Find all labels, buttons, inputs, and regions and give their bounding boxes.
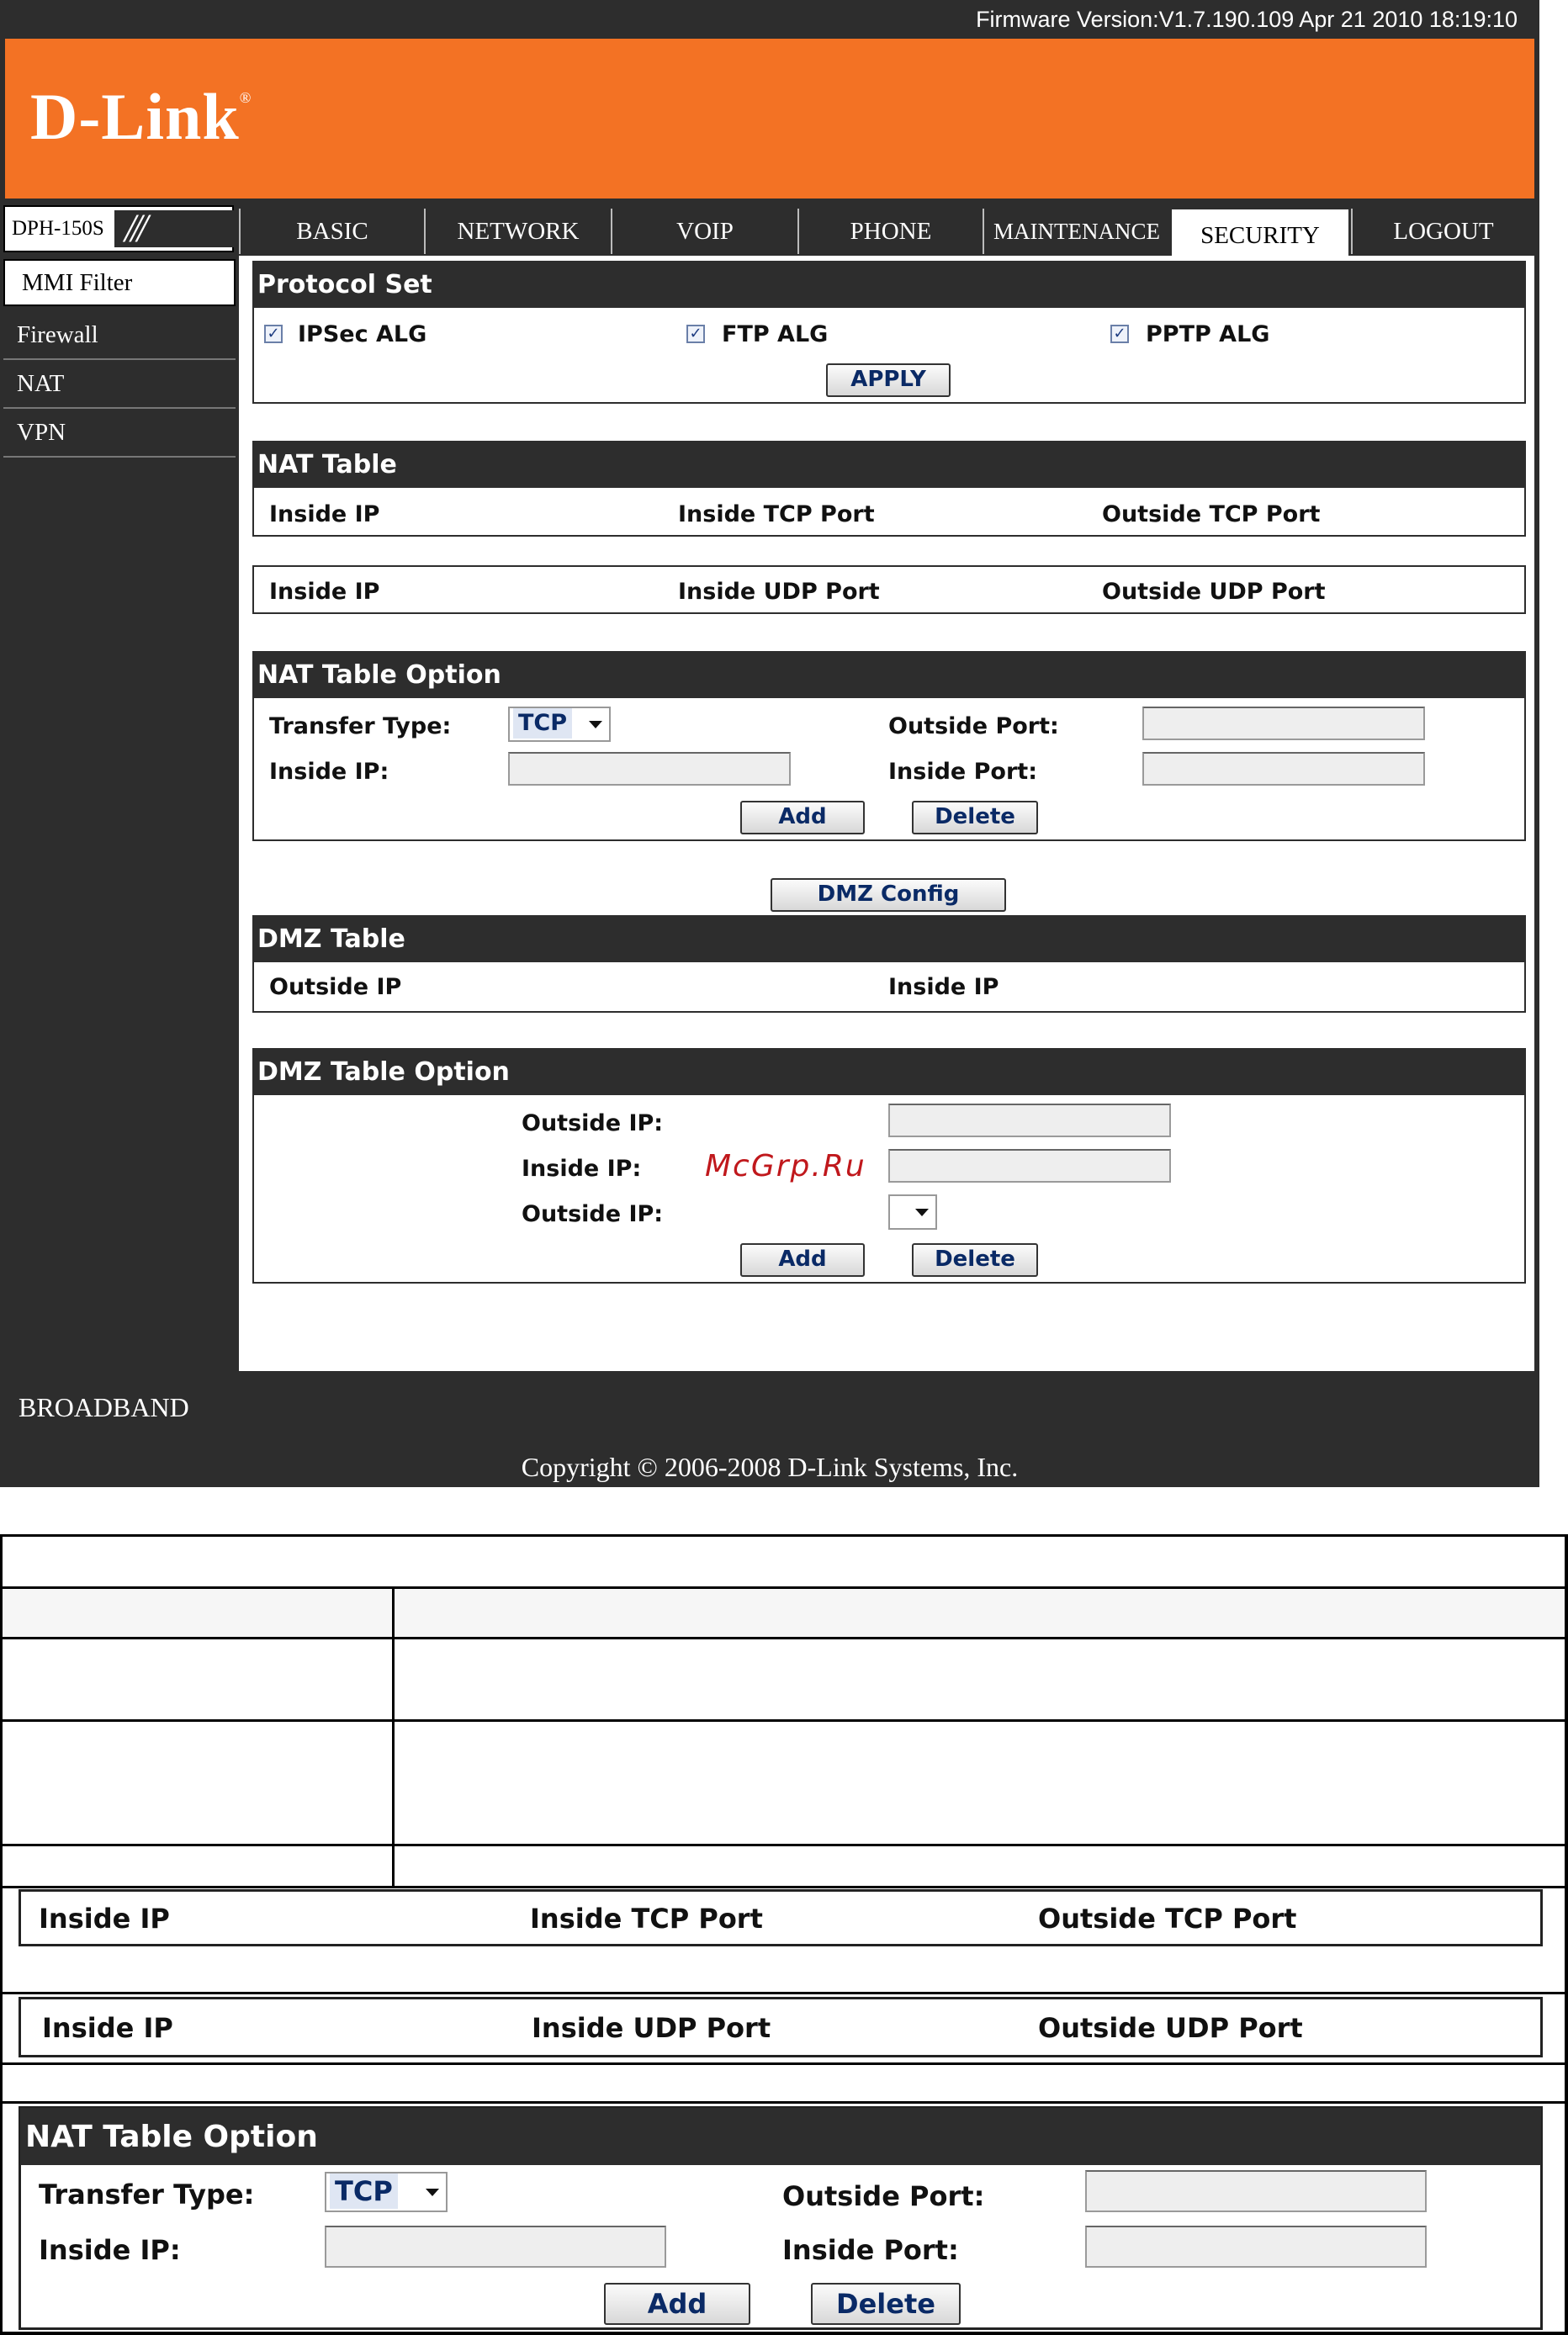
pptp-alg-checkbox[interactable]: ✓	[1110, 325, 1129, 343]
nat-tcp-header-inside-ip: Inside IP	[269, 501, 380, 527]
nat-udp-header-outside-port: Outside UDP Port	[1102, 579, 1326, 605]
doc-header-cell	[3, 1589, 392, 1637]
copyright: Copyright © 2006-2008 D-Link Systems, Inc.	[0, 1442, 1539, 1487]
dmz-inside-ip-label: Inside IP:	[522, 1156, 642, 1182]
nat-tcp-header-outside-port: Outside TCP Port	[1102, 501, 1321, 527]
nat-udp-header-inside-port: Inside UDP Port	[678, 579, 880, 605]
pptp-alg-label: PPTP ALG	[1146, 321, 1270, 347]
dmz-delete-button[interactable]: Delete	[912, 1243, 1038, 1277]
ipsec-alg-checkbox[interactable]: ✓	[264, 325, 283, 343]
doc-udp-outside-port: Outside UDP Port	[1038, 2012, 1303, 2044]
outside-port-label: Outside Port:	[888, 713, 1059, 739]
doc-inside-ip-label: Inside IP:	[39, 2234, 181, 2266]
dmz-add-button[interactable]: Add	[740, 1243, 865, 1277]
apply-button[interactable]: APPLY	[826, 363, 951, 397]
sidebar-item-mmi-filter[interactable]: MMI Filter	[3, 259, 236, 306]
doc-header-cell	[395, 1589, 1565, 1637]
doc-inside-ip-input[interactable]	[325, 2226, 666, 2268]
tab-basic[interactable]: BASIC	[239, 209, 424, 254]
model-label: DPH-150S ///	[3, 205, 234, 252]
doc-rule	[0, 1992, 1568, 1994]
doc-udp-strip	[19, 1997, 1543, 2057]
nat-udp-table	[252, 565, 1526, 614]
outside-port-input[interactable]	[1142, 707, 1425, 740]
doc-transfer-type-value: TCP	[330, 2174, 398, 2209]
doc-transfer-type-select[interactable]	[325, 2172, 448, 2212]
doc-outside-port-label: Outside Port:	[782, 2180, 985, 2212]
doc-inside-port-input[interactable]	[1085, 2226, 1427, 2268]
nat-table-panel	[252, 441, 1526, 537]
tab-phone[interactable]: PHONE	[797, 209, 983, 254]
doc-add-button[interactable]: Add	[604, 2283, 750, 2325]
chevron-down-icon	[589, 721, 602, 728]
sidebar-item-vpn[interactable]: VPN	[3, 410, 236, 458]
chevron-down-icon	[426, 2189, 439, 2196]
doc-rule	[0, 2101, 1568, 2104]
tab-voip[interactable]: VOIP	[611, 209, 797, 254]
doc-rule	[0, 1719, 1568, 1722]
doc-tcp-outside-port: Outside TCP Port	[1038, 1903, 1297, 1935]
transfer-type-label: Transfer Type:	[269, 713, 452, 739]
doc-tcp-inside-port: Inside TCP Port	[530, 1903, 763, 1935]
ftp-alg-checkbox[interactable]: ✓	[686, 325, 705, 343]
nat-add-button[interactable]: Add	[740, 801, 865, 834]
doc-border-top	[0, 1534, 1568, 1537]
doc-rule	[0, 1886, 1568, 1888]
doc-rule	[0, 2062, 1568, 2065]
nat-option-title: NAT Table Option	[254, 653, 1524, 698]
doc-delete-button[interactable]: Delete	[811, 2283, 961, 2325]
dmz-table-title: DMZ Table	[254, 917, 1524, 962]
sidebar-item-firewall[interactable]: Firewall	[3, 313, 236, 360]
doc-tcp-strip	[19, 1889, 1543, 1946]
nat-delete-button[interactable]: Delete	[912, 801, 1038, 834]
chevron-down-icon	[915, 1209, 929, 1216]
dmz-outside-ip-input[interactable]	[888, 1104, 1171, 1137]
doc-border-left	[0, 1534, 3, 2335]
nat-option-panel	[252, 651, 1526, 841]
doc-nat-option-title: NAT Table Option	[20, 2108, 1541, 2165]
dmz-inside-ip-input[interactable]	[888, 1149, 1171, 1183]
watermark: McGrp.Ru	[705, 1149, 866, 1183]
nat-tcp-header-inside-port: Inside TCP Port	[678, 501, 875, 527]
dmz-config-button[interactable]: DMZ Config	[771, 878, 1006, 912]
doc-border-right	[1565, 1534, 1568, 2335]
dlink-logo: D-Link®	[30, 80, 252, 153]
sidebar-item-nat[interactable]: NAT	[3, 362, 236, 409]
doc-tcp-inside-ip: Inside IP	[39, 1903, 170, 1935]
firmware-version: Firmware Version:V1.7.190.109 Apr 21 2010 18:19:10	[0, 0, 1539, 37]
dmz-header-outside-ip: Outside IP	[269, 974, 402, 1000]
transfer-type-value: TCP	[513, 708, 572, 739]
inside-ip-label: Inside IP:	[269, 759, 389, 785]
model-slashes: ///	[114, 210, 242, 247]
nat-udp-header-inside-ip: Inside IP	[269, 579, 380, 605]
broadband-footer: BROADBAND	[3, 1373, 1534, 1442]
inside-port-label: Inside Port:	[888, 759, 1037, 785]
dmz-option-title: DMZ Table Option	[254, 1050, 1524, 1095]
doc-rule	[0, 1637, 1568, 1639]
tab-security[interactable]: SECURITY	[1169, 207, 1351, 259]
ftp-alg-label: FTP ALG	[722, 321, 829, 347]
doc-outside-port-input[interactable]	[1085, 2170, 1427, 2212]
doc-udp-inside-ip: Inside IP	[42, 2012, 173, 2044]
doc-transfer-type-label: Transfer Type:	[39, 2179, 255, 2211]
nat-table-title: NAT Table	[254, 442, 1524, 488]
dmz-header-inside-ip: Inside IP	[888, 974, 999, 1000]
dmz-outside-ip-label: Outside IP:	[522, 1110, 664, 1136]
doc-inside-port-label: Inside Port:	[782, 2234, 959, 2266]
inside-port-input[interactable]	[1142, 752, 1425, 786]
tab-network[interactable]: NETWORK	[424, 209, 611, 254]
protocol-set-title: Protocol Set	[254, 262, 1524, 308]
doc-udp-inside-port: Inside UDP Port	[532, 2012, 771, 2044]
dmz-outside-ip-select[interactable]	[888, 1194, 937, 1230]
inside-ip-input[interactable]	[508, 752, 791, 786]
dmz-outside-ip-select-label: Outside IP:	[522, 1201, 664, 1227]
doc-rule	[0, 2332, 1568, 2335]
doc-rule	[0, 1844, 1568, 1846]
transfer-type-select[interactable]	[508, 707, 611, 742]
tab-maintenance[interactable]: MAINTENANCE	[983, 209, 1169, 254]
tab-logout[interactable]: LOGOUT	[1351, 209, 1534, 254]
ipsec-alg-label: IPSec ALG	[298, 321, 427, 347]
